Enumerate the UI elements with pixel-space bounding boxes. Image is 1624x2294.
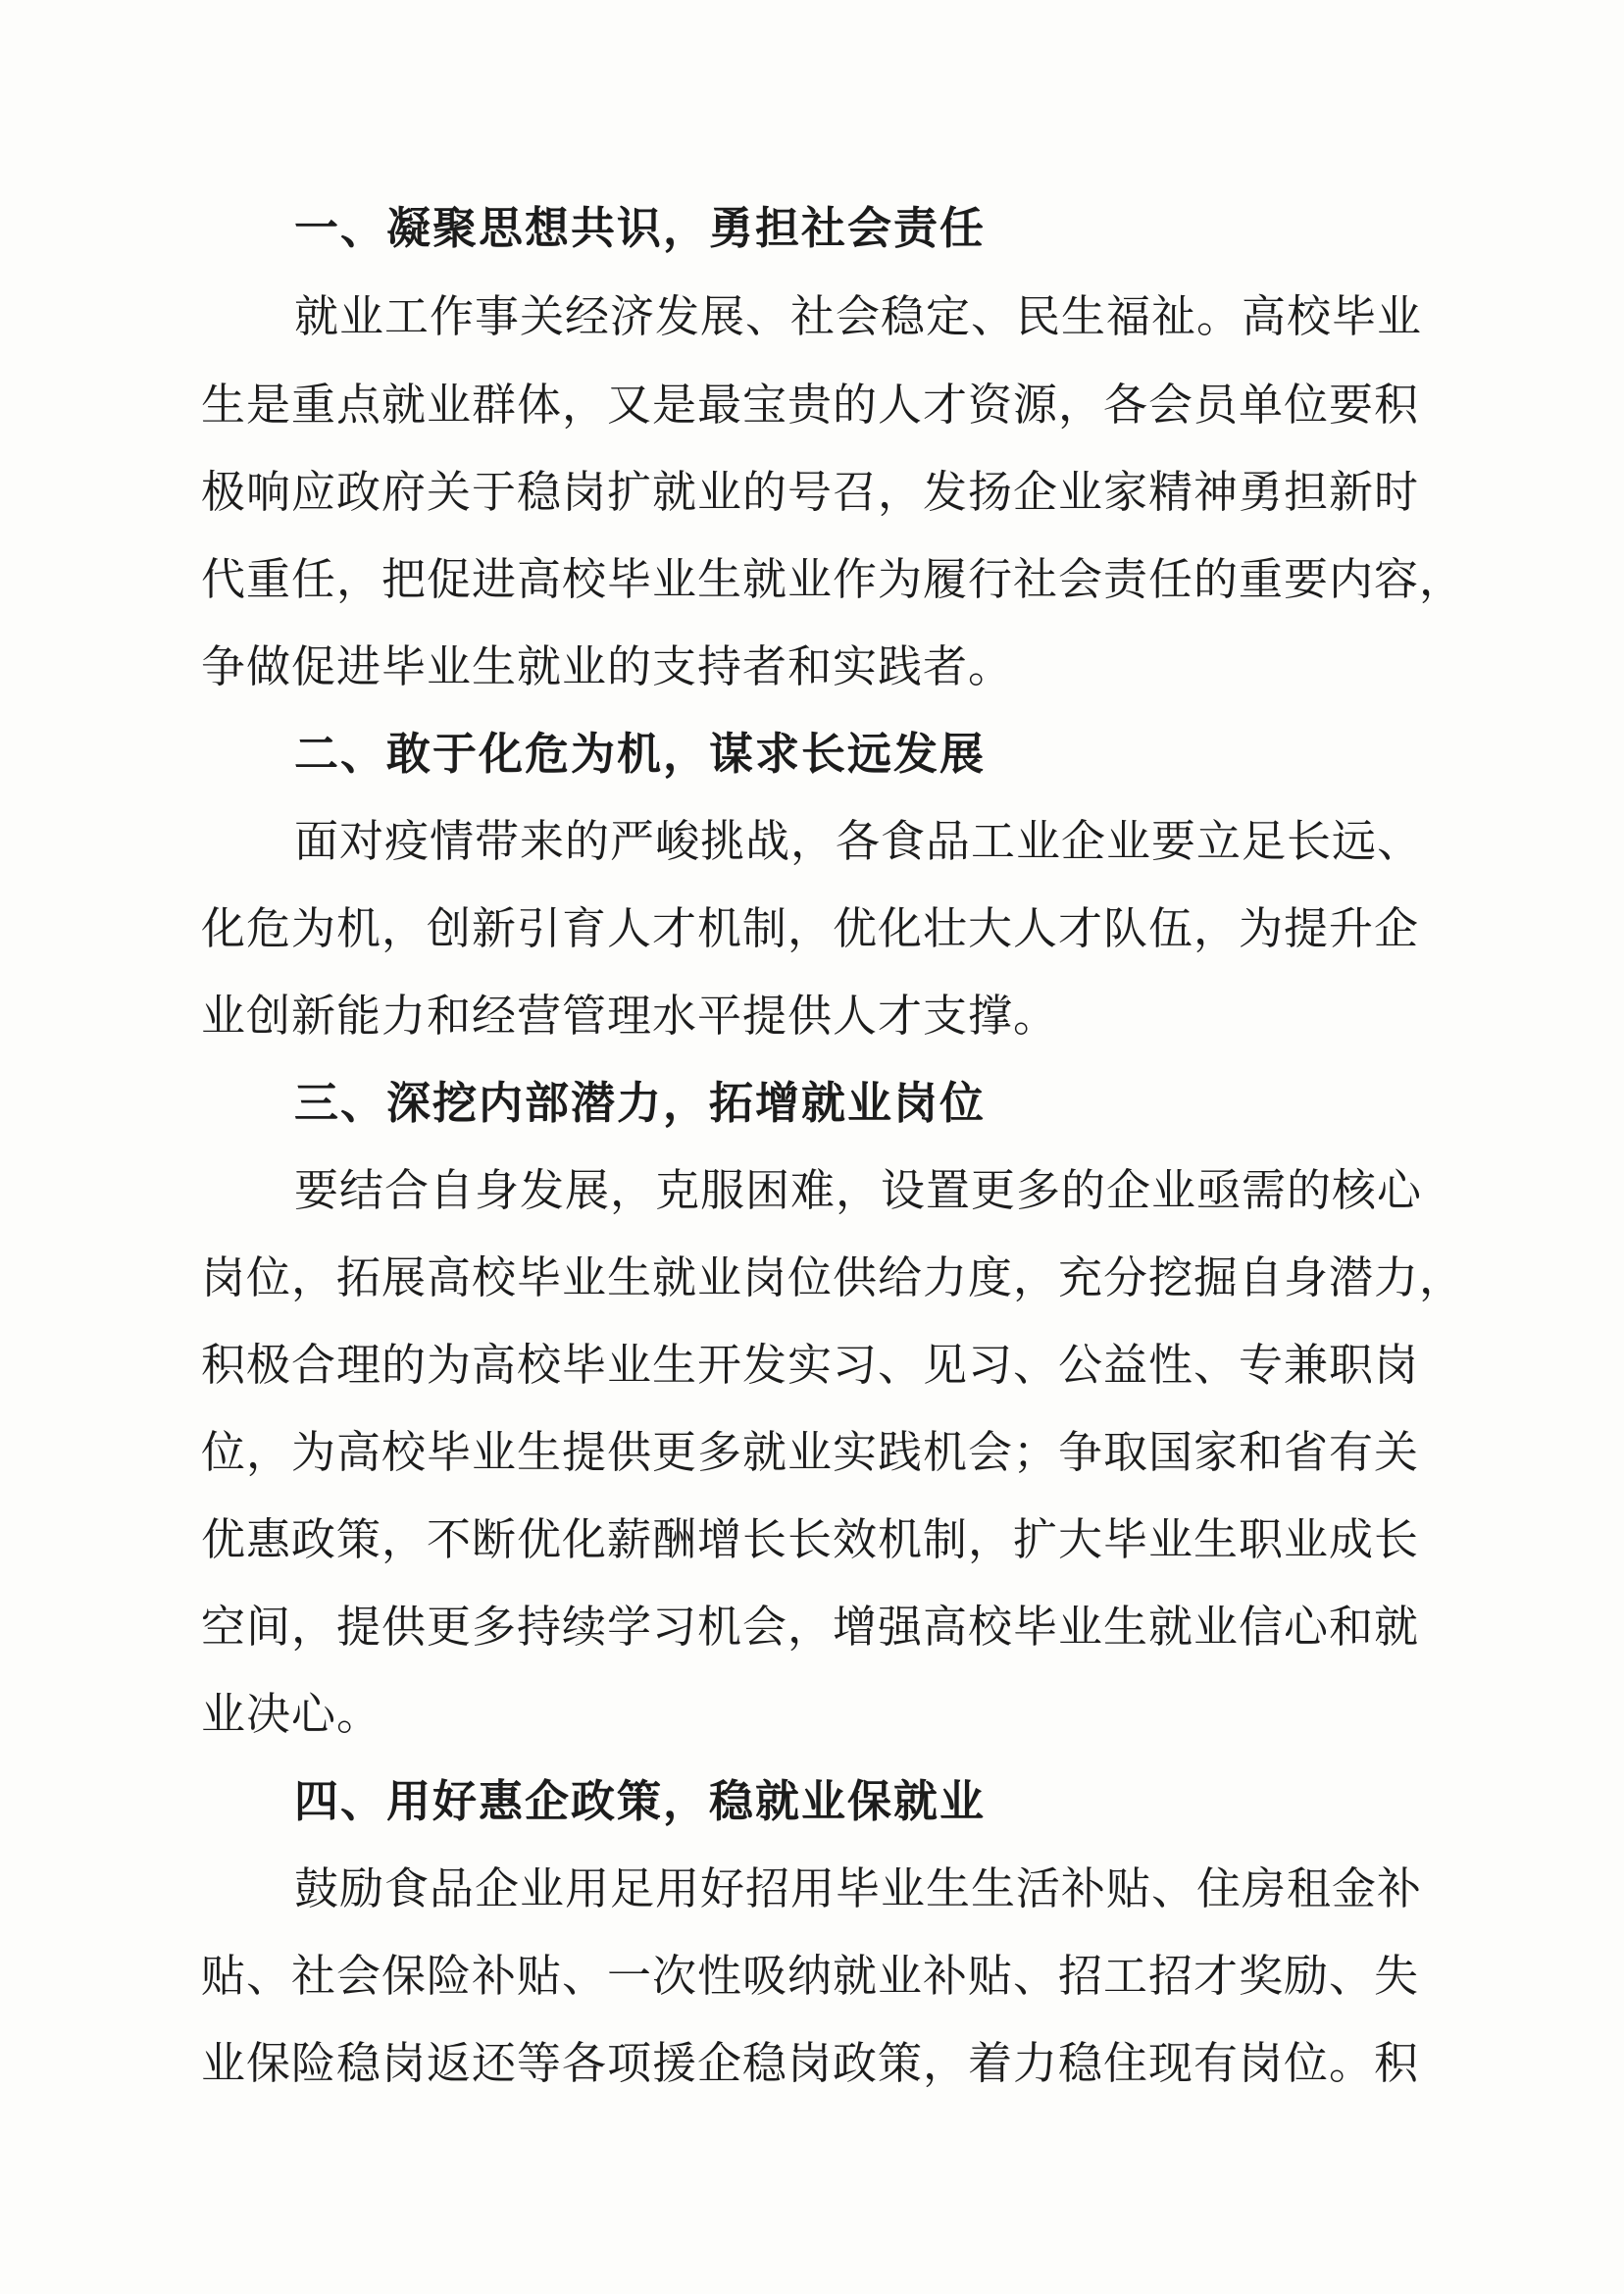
section-1-line-4: 代重任，把促进高校毕业生就业作为履行社会责任的重要内容，: [201, 553, 1465, 605]
section-3-line-3: 积极合理的为高校毕业生开发实习、见习、公益性、专兼职岗: [201, 1339, 1420, 1391]
section-3-line-2: 岗位，拓展高校毕业生就业岗位供给力度，充分挖掘自身潜力，: [201, 1251, 1465, 1303]
section-1-line-2: 生是重点就业群体，又是最宝贵的人才资源，各会员单位要积: [201, 379, 1420, 431]
section-3-line-7: 业决心。: [201, 1688, 382, 1740]
section-2-line-1: 面对疫情带来的严峻挑战，各食品工业企业要立足长远、: [294, 815, 1423, 867]
section-3-line-5: 优惠政策，不断优化薪酬增长长效机制，扩大毕业生职业成长: [201, 1513, 1420, 1565]
section-3-line-1: 要结合自身发展，克服困难，设置更多的企业亟需的核心: [294, 1164, 1423, 1216]
section-2-heading: 二、敢于化危为机，谋求长远发展: [294, 728, 987, 780]
section-1-line-1: 就业工作事关经济发展、社会稳定、民生福祉。高校毕业: [294, 290, 1423, 342]
section-1-heading: 一、凝聚思想共识，勇担社会责任: [294, 202, 987, 254]
section-3-heading: 三、深挖内部潜力，拓增就业岗位: [294, 1077, 987, 1129]
section-1-line-3: 极响应政府关于稳岗扩就业的号召，发扬企业家精神勇担新时: [201, 466, 1420, 518]
section-4-line-3: 业保险稳岗返还等各项援企稳岗政策，着力稳住现有岗位。积: [201, 2037, 1420, 2089]
section-4-line-2: 贴、社会保险补贴、一次性吸纳就业补贴、招工招才奖励、失: [201, 1950, 1420, 2002]
section-4-heading: 四、用好惠企政策，稳就业保就业: [294, 1775, 987, 1827]
section-2-line-2: 化危为机，创新引育人才机制，优化壮大人才队伍，为提升企: [201, 902, 1420, 954]
section-1-line-5: 争做促进毕业生就业的支持者和实践者。: [201, 640, 1014, 692]
section-3-line-4: 位，为高校毕业生提供更多就业实践机会；争取国家和省有关: [201, 1426, 1420, 1478]
section-2-line-3: 业创新能力和经营管理水平提供人才支撑。: [201, 990, 1059, 1042]
section-3-line-6: 空间，提供更多持续学习机会，增强高校毕业生就业信心和就: [201, 1601, 1420, 1653]
section-4-line-1: 鼓励食品企业用足用好招用毕业生生活补贴、住房租金补: [294, 1862, 1423, 1914]
